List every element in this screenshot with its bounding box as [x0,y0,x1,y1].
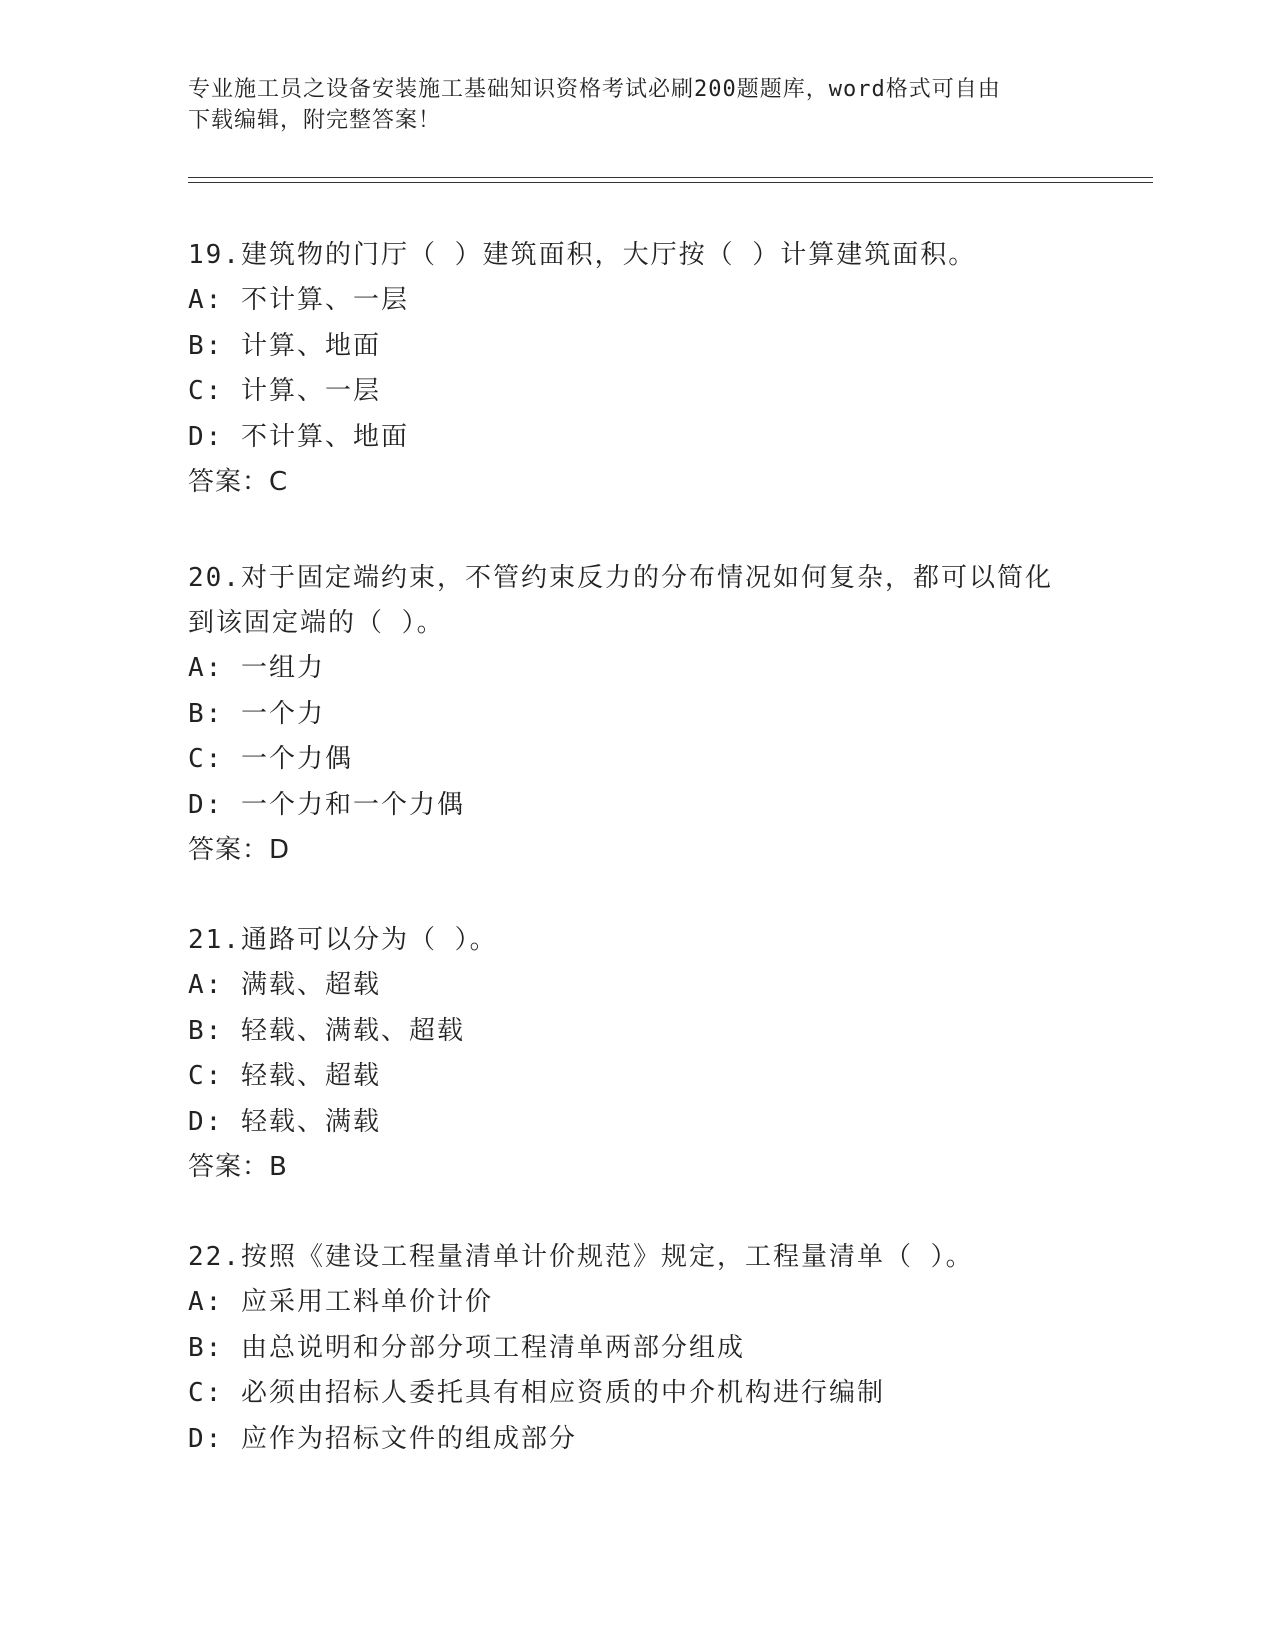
answer: 答案：D [188,835,291,865]
option-b: B: 计算、地面 [188,330,381,361]
header-divider-top [188,177,1153,178]
option-d: D: 应作为招标文件的组成部分 [188,1423,577,1454]
option-b: B: 轻载、满载、超载 [188,1015,465,1046]
option-a: A: 一组力 [188,653,325,683]
question-text: 21.通路可以分为（ ）。 [188,925,498,955]
option-b: B: 一个力 [188,698,325,729]
question-19 [188,233,1088,506]
question-22 [188,1235,1088,1462]
question-text: 22.按照《建设工程量清单计价规范》规定，工程量清单（ ）。 [188,1242,974,1272]
question-text: 20.对于固定端约束，不管约束反力的分布情况如何复杂，都可以简化 [188,563,1053,593]
answer: 答案：B [188,1152,288,1182]
option-a: A: 应采用工料单价计价 [188,1287,493,1317]
option-d: D: 一个力和一个力偶 [188,789,465,820]
option-a: A: 不计算、一层 [188,285,409,315]
document-header [188,74,1088,136]
question-text: 19.建筑物的门厅（ ）建筑面积，大厅按（ ）计算建筑面积。 [188,240,977,270]
option-a: A: 满载、超载 [188,970,381,1000]
option-c: C: 轻载、超载 [188,1061,381,1091]
option-c: C: 一个力偶 [188,744,353,774]
answer: 答案：C [188,467,289,497]
option-c: C: 计算、一层 [188,376,381,406]
option-b: B: 由总说明和分部分项工程清单两部分组成 [188,1332,745,1363]
header-line-1: 专业施工员之设备安装施工基础知识资格考试必刷200题题库，word格式可自由 [188,77,1001,102]
question-21 [188,918,1088,1191]
header-line-2: 下载编辑，附完整答案！ [188,108,442,133]
option-d: D: 轻载、满载 [188,1106,381,1137]
question-text-continued: 到该固定端的（ ）。 [188,608,445,638]
header-divider-bottom [188,182,1153,183]
option-d: D: 不计算、地面 [188,421,409,452]
option-c: C: 必须由招标人委托具有相应资质的中介机构进行编制 [188,1378,885,1408]
question-20 [188,556,1088,874]
